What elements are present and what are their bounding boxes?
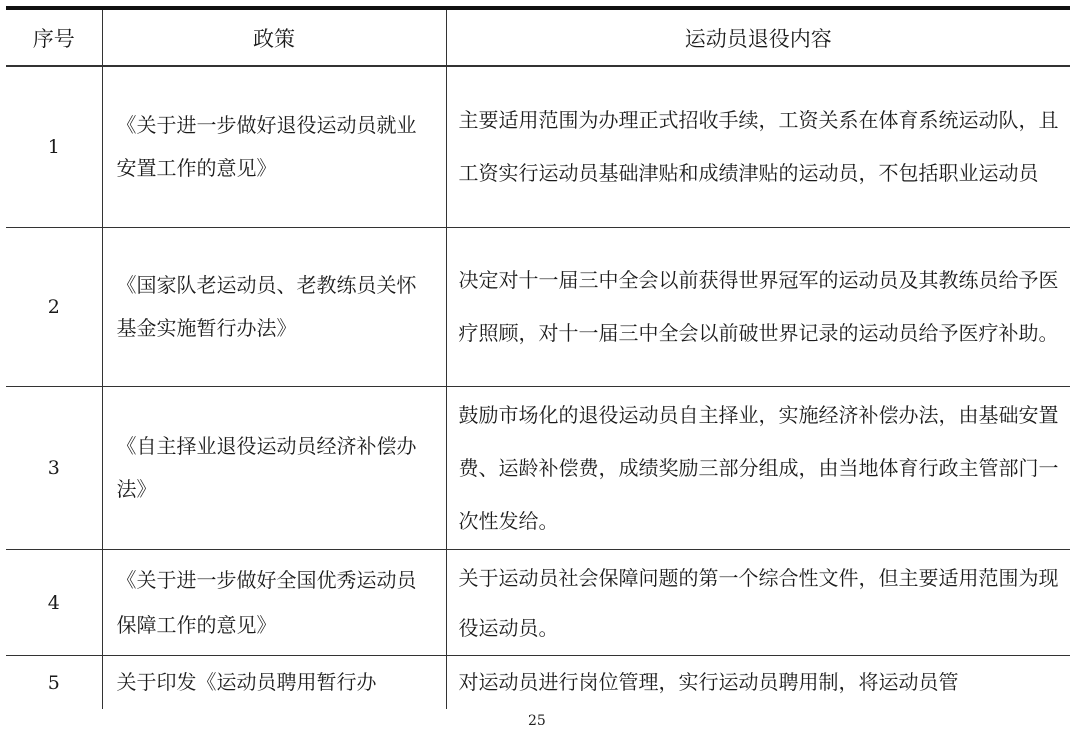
row-policy: 《自主择业退役运动员经济补偿办法》	[102, 387, 446, 550]
row-policy: 《关于进一步做好退役运动员就业安置工作的意见》	[102, 66, 446, 228]
table-row	[6, 656, 1070, 710]
header-serial-number: 序号	[6, 8, 102, 66]
table-row	[6, 387, 1070, 550]
row-content: 主要适用范围为办理正式招收手续，工资关系在体育系统运动队，且工资实行运动员基础津贴和成绩津贴的运动员，不包括职业运动员	[446, 66, 1070, 228]
row-policy: 《关于进一步做好全国优秀运动员保障工作的意见》	[102, 550, 446, 656]
row-content: 关于运动员社会保障问题的第一个综合性文件，但主要适用范围为现役运动员。	[446, 550, 1070, 656]
row-number: 5	[6, 656, 102, 710]
row-number: 3	[6, 387, 102, 550]
row-content: 对运动员进行岗位管理，实行运动员聘用制，将运动员管	[446, 656, 1070, 710]
header-row	[6, 8, 1070, 66]
policy-table-container	[6, 6, 1070, 709]
policy-table	[6, 6, 1070, 709]
table-row	[6, 550, 1070, 656]
header-policy: 政策	[102, 8, 446, 66]
row-number: 2	[6, 228, 102, 387]
row-policy: 关于印发《运动员聘用暂行办	[102, 656, 446, 710]
table-row	[6, 228, 1070, 387]
table-body	[6, 66, 1070, 709]
row-content: 鼓励市场化的退役运动员自主择业，实施经济补偿办法，由基础安置费、运龄补偿费，成绩奖励三部分组成，由当地体育行政主管部门一次性发给。	[446, 387, 1070, 550]
row-content: 决定对十一届三中全会以前获得世界冠军的运动员及其教练员给予医疗照顾，对十一届三中全会以前破世界记录的运动员给予医疗补助。	[446, 228, 1070, 387]
table-header	[6, 8, 1070, 66]
row-number: 4	[6, 550, 102, 656]
header-retirement-content: 运动员退役内容	[446, 8, 1070, 66]
row-number: 1	[6, 66, 102, 228]
table-row	[6, 66, 1070, 228]
row-policy: 《国家队老运动员、老教练员关怀基金实施暂行办法》	[102, 228, 446, 387]
page-number: 25	[528, 713, 546, 729]
